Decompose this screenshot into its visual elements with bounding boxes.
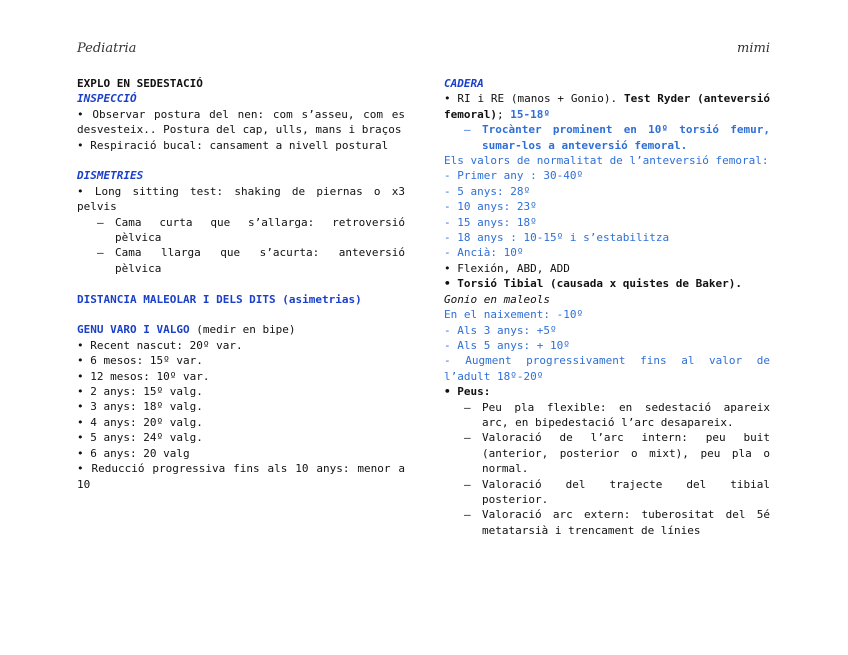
inspeccio-item-1: • Observar postura del nen: com s’asseu, com es desvesteix.. Postura del cap, ulls, mans i braços bbox=[77, 107, 412, 137]
genu-item: • 6 anys: 20 valg bbox=[77, 446, 190, 460]
flexion-item: • Flexión, ABD, ADD bbox=[444, 261, 570, 275]
dismetries-subitem-1: – Cama curta que s’allarga: retroversió pèlvica bbox=[97, 215, 405, 245]
normalitat-item: - Ancià: 10º bbox=[444, 246, 524, 260]
test-ryder: Test Ryder (anteversió femoral) bbox=[444, 92, 777, 121]
genu-note: (medir en bipe) bbox=[189, 323, 296, 337]
inspeccio-item-2: • Respiració bucal: cansament a nivell postural bbox=[77, 138, 389, 152]
genu-item: • Reducció progressiva fins als 10 anys: menor a 10 bbox=[77, 462, 412, 491]
genu-item: • 5 anys: 24º valg. bbox=[77, 431, 203, 445]
peus-heading: • Peus: bbox=[444, 385, 491, 399]
genu-heading-line bbox=[77, 322, 405, 337]
naixement-item: - Als 5 anys: + 10º bbox=[444, 338, 570, 352]
genu-heading: GENU VARO I VALGO bbox=[77, 323, 190, 337]
dismetries-item-1: • Long sitting test: shaking de piernas o x3 pelvis bbox=[77, 184, 412, 214]
ryder-value: 15-18º bbox=[510, 107, 550, 121]
naixement-item: - Augment progressivament fins al valor de l’adult 18º-20º bbox=[444, 354, 777, 383]
normalitat-intro: Els valors de normalitat de l’anteversió femoral: bbox=[444, 154, 769, 168]
genu-item: • Recent nascut: 20º var. bbox=[77, 338, 243, 352]
inspeccio-heading: INSPECCIÓ bbox=[77, 92, 137, 106]
normalitat-item: - 18 anys : 10-15º i s’estabilitza bbox=[444, 231, 670, 245]
genu-item: • 4 anys: 20º valg. bbox=[77, 415, 203, 429]
normalitat-item: - 5 anys: 28º bbox=[444, 184, 531, 198]
torsio-item: • Torsió Tibial (causada x quistes de Baker). bbox=[444, 277, 743, 291]
normalitat-item: - 10 anys: 23º bbox=[444, 200, 537, 214]
normalitat-item: - 15 anys: 18º bbox=[444, 215, 537, 229]
peus-item: – Valoració arc extern: tuberositat del 5é metatarsià i trencament de línies bbox=[464, 508, 770, 537]
genu-item: • 3 anys: 18º valg. bbox=[77, 400, 203, 414]
trocanter-item: – Trocànter prominent en 10º torsió femur, sumar-los a anteversió femoral. bbox=[464, 123, 770, 152]
right-column bbox=[444, 76, 777, 538]
naixement-item: En el naixement: -10º bbox=[444, 308, 584, 322]
genu-item: • 2 anys: 15º valg. bbox=[77, 385, 203, 399]
normalitat-item: - Primer any : 30-40º bbox=[444, 169, 584, 183]
genu-item: • 12 mesos: 10º var. bbox=[77, 369, 210, 383]
section-title: EXPLO EN SEDESTACIÓ bbox=[77, 77, 203, 90]
dismetries-subitem-2: – Cama llarga que s’acurta: anteversió pèlvica bbox=[97, 246, 405, 275]
gonio-note: Gonio en maleols bbox=[444, 292, 550, 306]
header-author: mimi bbox=[737, 41, 770, 56]
peus-item: – Peu pla flexible: en sedestació apareix arc, en bipedestació l’arc desapareix. bbox=[464, 400, 770, 429]
ri-re-item: • RI i RE (manos + Gonio). Test Ryder (anteversió femoral); 15-18º bbox=[444, 92, 777, 121]
genu-item: • 6 mesos: 15º var. bbox=[77, 354, 203, 368]
left-column bbox=[77, 76, 412, 492]
dismetries-heading: DISMETRIES bbox=[77, 169, 144, 183]
distancia-heading: DISTANCIA MALEOLAR I DELS DITS (asimetrias) bbox=[77, 292, 362, 306]
peus-item: – Valoració del trajecte del tibial posterior. bbox=[464, 477, 770, 506]
naixement-item: - Als 3 anys: +5º bbox=[444, 323, 557, 337]
peus-item: – Valoració de l’arc intern: peu buit (anterior, posterior o mixt), peu pla o normal. bbox=[464, 431, 770, 476]
header-subject: Pediatria bbox=[77, 41, 137, 56]
cadera-heading: CADERA bbox=[444, 77, 484, 90]
